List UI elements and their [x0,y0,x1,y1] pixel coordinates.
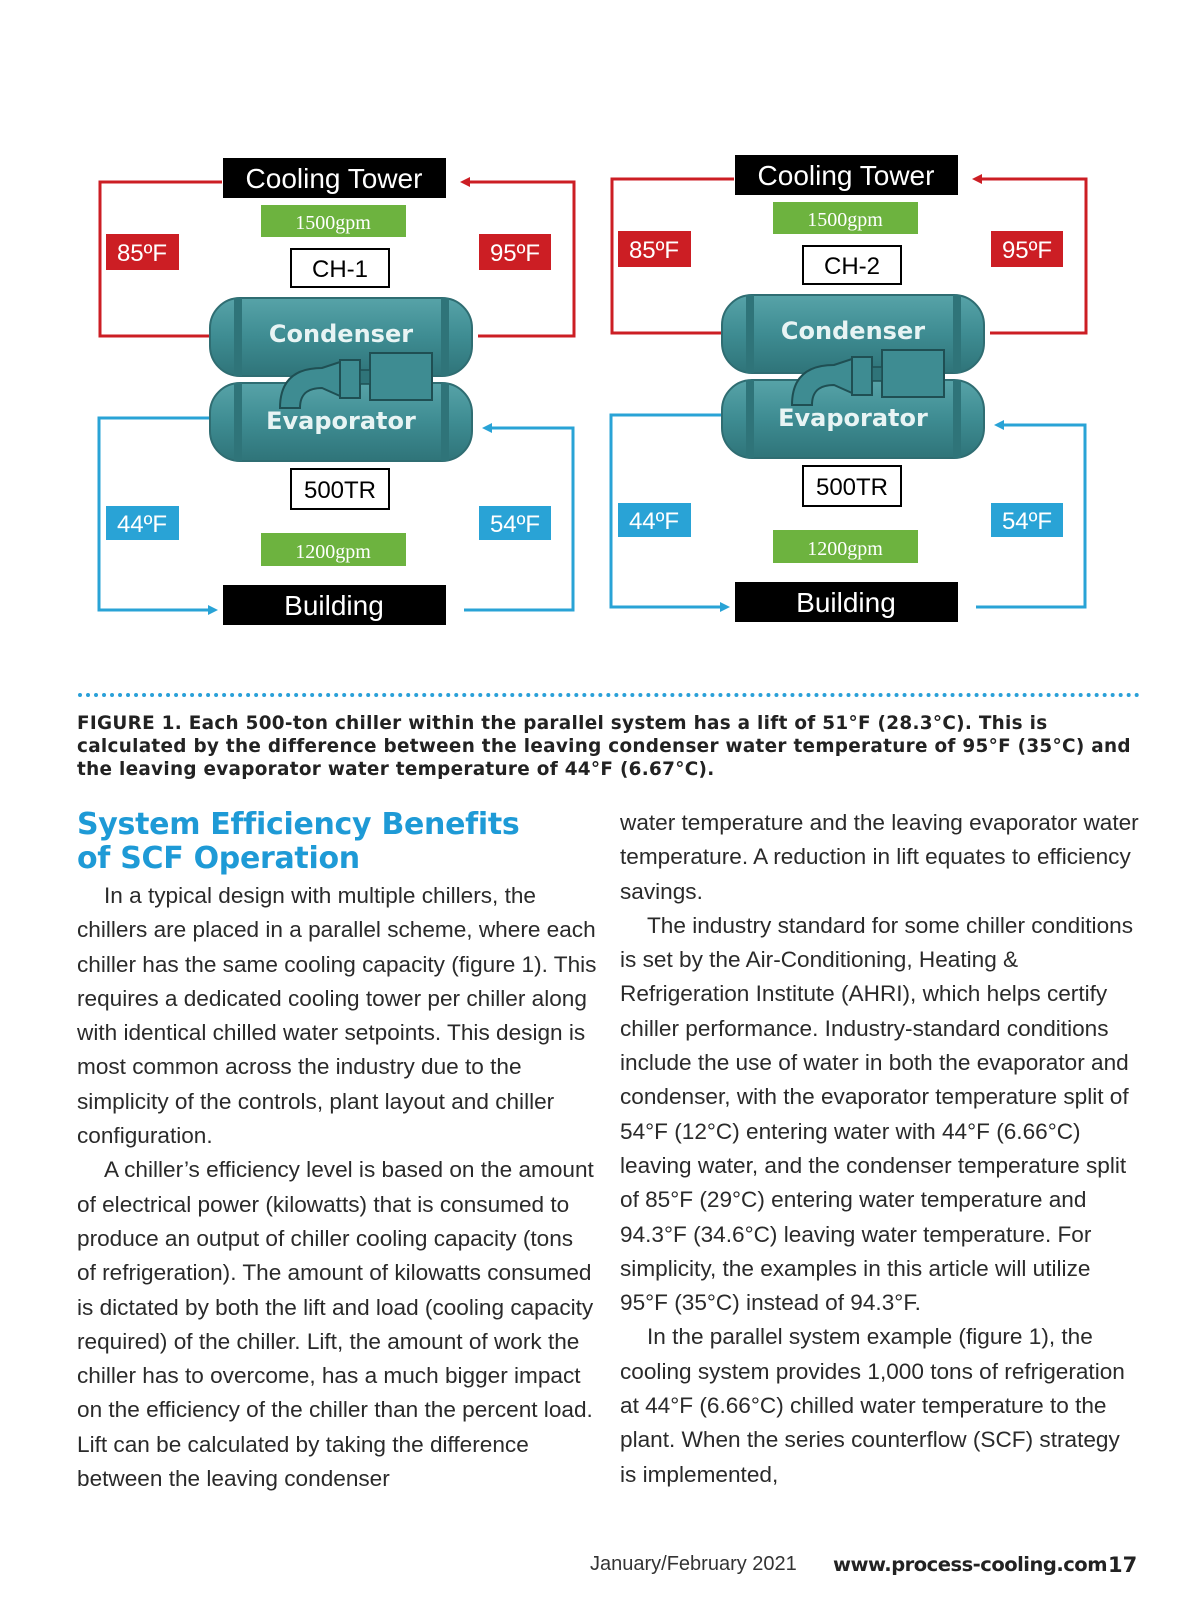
diagram-ch2 [611,155,1086,622]
cooling-tower-label-1: Cooling Tower [245,163,423,194]
caption-divider [78,693,1140,697]
capacity-label-2: 500TR [815,474,889,501]
cond-return-temp-1: 95ºF [489,240,541,267]
cond-leaving-temp-1: 85ºF [116,240,168,267]
right-paragraph-1: water temperature and the leaving evaporator water temperature. A reduction in lift equates to efficiency savings. [620,810,1139,904]
condenser-endcap-left-1 [234,298,242,376]
section-heading-line-2: of SCF Operation [77,841,360,876]
parallel-chiller-diagram [88,148,1138,648]
left-column [77,808,597,1496]
building-label-1: Building [284,590,384,621]
diagram-ch1 [99,158,574,625]
evaporator-label-1: Evaporator [266,407,416,435]
evaporator-label-2: Evaporator [778,404,928,432]
left-paragraph-1: In a typical design with multiple chillers, the chillers are placed in a parallel scheme, where each chiller has the same cooling capacity (figure 1). This requires a dedicated cooling tower per chiller along with identical chilled water setpoints. This design is most common across the industry due to the simplicity of the controls, plant layout and chiller configuration. [77,883,597,1149]
chw-return-temp-2: 54ºF [1001,508,1053,535]
chiller-id-label-1: CH-1 [311,256,369,283]
figure-1 [88,148,1138,648]
condenser-endcap-left-2 [746,295,754,373]
chilled-flow-label-2: 1200gpm [807,538,883,560]
evaporator-endcap-right-1 [441,383,449,461]
right-paragraph-2: The industry standard for some chiller conditions is set by the Air-Conditioning, Heating & Refrigeration Institute (AHRI), which helps certify chiller performance. Industry-standard conditions include the use of water in both the evaporator and condenser, with the evaporator temperature split of 54°F (12°C) entering water with 44°F (6.66°C) leaving water, and the condenser temperature split of 85°F (29°C) entering water temperature and 94.3°F (34.6°C) leaving water temperature. For simplicity, the examples in this article will utilize 95°F (35°C) instead of 94.3°F. [620,912,1133,1316]
capacity-label-1: 500TR [303,477,377,504]
section-heading-line-1: System Efficiency Benefits [77,807,520,842]
cond-leaving-temp-2: 85ºF [628,237,680,264]
right-column [620,806,1140,1492]
chilled-flow-label-1: 1200gpm [295,541,371,563]
cond-return-temp-2: 95ºF [1001,237,1053,264]
evaporator-endcap-right-2 [953,380,961,458]
issue-date: January/February 2021 [590,1553,797,1575]
evaporator-endcap-left-1 [234,383,242,461]
chw-return-temp-1: 54ºF [489,511,541,538]
condenser-label-1: Condenser [268,320,414,348]
chiller-id-label-2: CH-2 [823,253,881,280]
condenser-flow-label-2: 1500gpm [807,209,883,231]
condenser-endcap-right-1 [441,298,449,376]
page-number: 17 [1108,1553,1138,1577]
left-paragraph-2: A chiller’s efficiency level is based on the amount of electrical power (kilowatts) that is consumed to produce an output of chiller cooling capacity (tons of refrigeration). The amount of kilowatts consumed is dictated by both the lift and load (cooling capacity required) of the chiller. Lift, the amount of work the chiller has to overcome, has a much bigger impact on the efficiency of the chiller than the percent load. Lift can be calculated by taking the difference between the leaving condenser [77,1157,594,1492]
condenser-endcap-right-2 [953,295,961,373]
section-heading [77,808,597,876]
building-label-2: Building [796,587,896,618]
chw-supply-temp-2: 44ºF [628,508,680,535]
right-paragraph-3: In the parallel system example (figure 1), the cooling system provides 1,000 tons of refrigeration at 44°F (6.66°C) chilled water temperature to the plant. When the series counterflow (SCF) strategy is implemented, [620,1324,1125,1487]
chw-supply-temp-1: 44ºF [116,511,168,538]
website-link[interactable]: www.process-cooling.com [833,1553,1108,1576]
page-footer [0,1553,1200,1583]
condenser-label-2: Condenser [780,317,926,345]
condenser-flow-label-1: 1500gpm [295,212,371,234]
evaporator-endcap-left-2 [746,380,754,458]
figure-caption: FIGURE 1. Each 500-ton chiller within the parallel system has a lift of 51°F (28.3°C). This is calculated by the difference between the leaving condenser water temperature of 95°F (35°C) and the leaving evaporator water temperature of 44°F (6.67°C). [77,713,1131,780]
cooling-tower-label-2: Cooling Tower [757,160,935,191]
